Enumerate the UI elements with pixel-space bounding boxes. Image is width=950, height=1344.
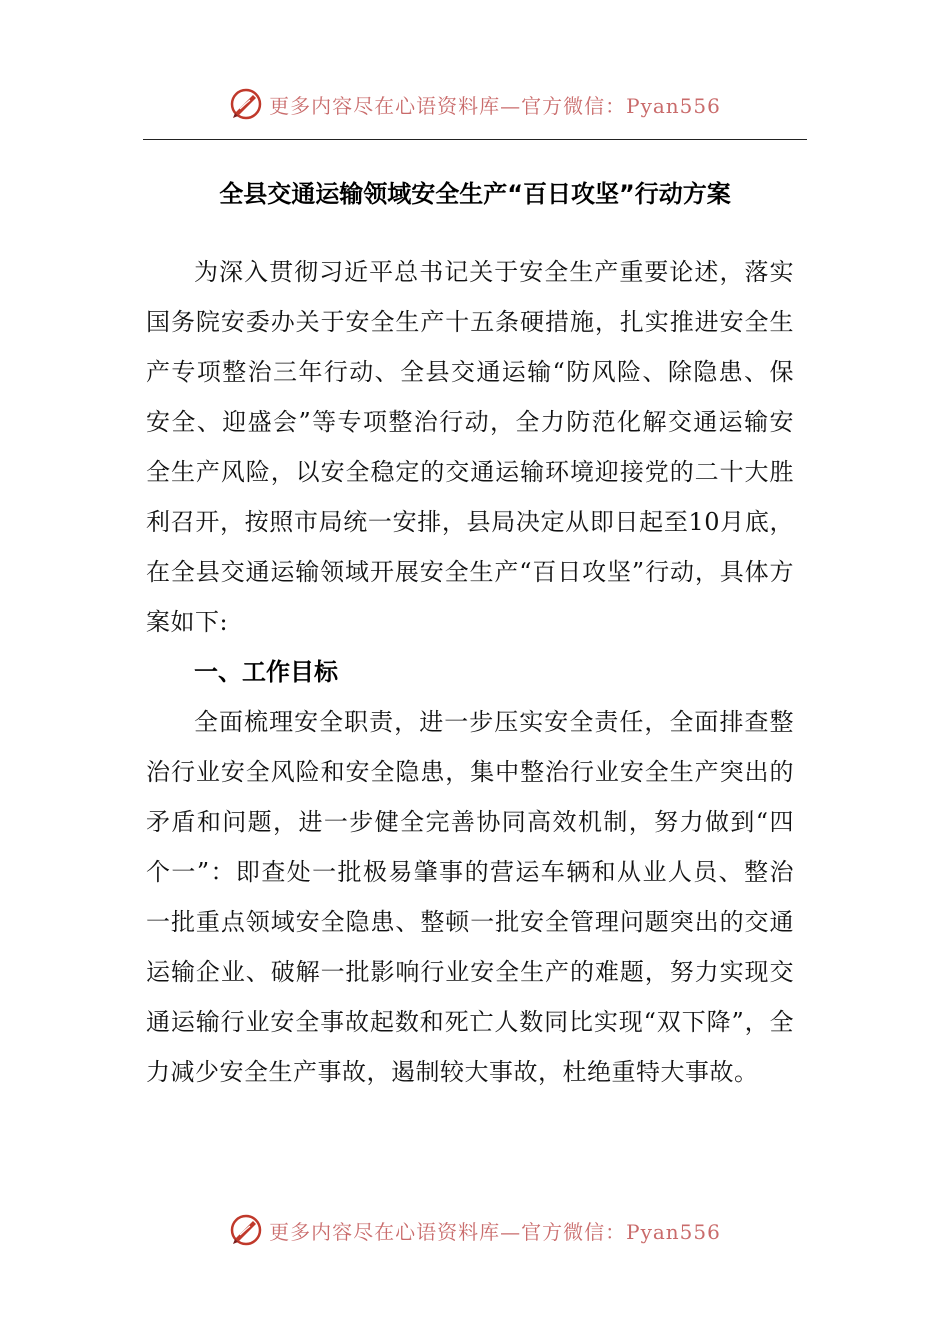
document-title: 全县交通运输领域安全生产“百日攻坚”行动方案 (219, 180, 731, 208)
banner-text: 更多内容尽在心语资料库—官方微信：Pyan556 (269, 93, 721, 118)
footer-banner (0, 1210, 950, 1250)
header-banner (0, 84, 950, 124)
pen-logo-icon (229, 1213, 263, 1247)
header-divider (143, 139, 807, 140)
intro-paragraph: 为深入贯彻习近平总书记关于安全生产重要论述，落实国务院安委办关于安全生产十五条硬措施，扎实推进安全生产专项整治三年行动、全县交通运输“防风险、除隐患、保安全、迎盛会”等专项整治行动，全力防范化解交通运输安全生产风险，以安全稳定的交通运输环境迎接党的二十大胜利召开，按照市局统一安排，县局决定从即日起至10月底，在全县交通运输领域开展安全生产“百日攻坚”行动，具体方案如下: (146, 258, 794, 636)
section-heading-work-goals: 一、工作目标 (194, 658, 338, 686)
pen-logo-icon (229, 87, 263, 121)
work-goals-paragraph: 全面梳理安全职责，进一步压实安全责任，全面排查整治行业安全风险和安全隐患，集中整治行业安全生产突出的矛盾和问题，进一步健全完善协同高效机制，努力做到“四个一”：即查处一批极易肇事的营运车辆和从业人员、整治一批重点领域安全隐患、整顿一批安全管理问题突出的交通运输企业、破解一批影响行业安全生产的难题，努力实现交通运输行业安全事故起数和死亡人数同比实现“双下降”，全力减少安全生产事故，遏制较大事故，杜绝重特大事故。 (146, 708, 794, 1086)
banner-text: 更多内容尽在心语资料库—官方微信：Pyan556 (269, 1219, 721, 1244)
document-body (146, 247, 794, 1097)
